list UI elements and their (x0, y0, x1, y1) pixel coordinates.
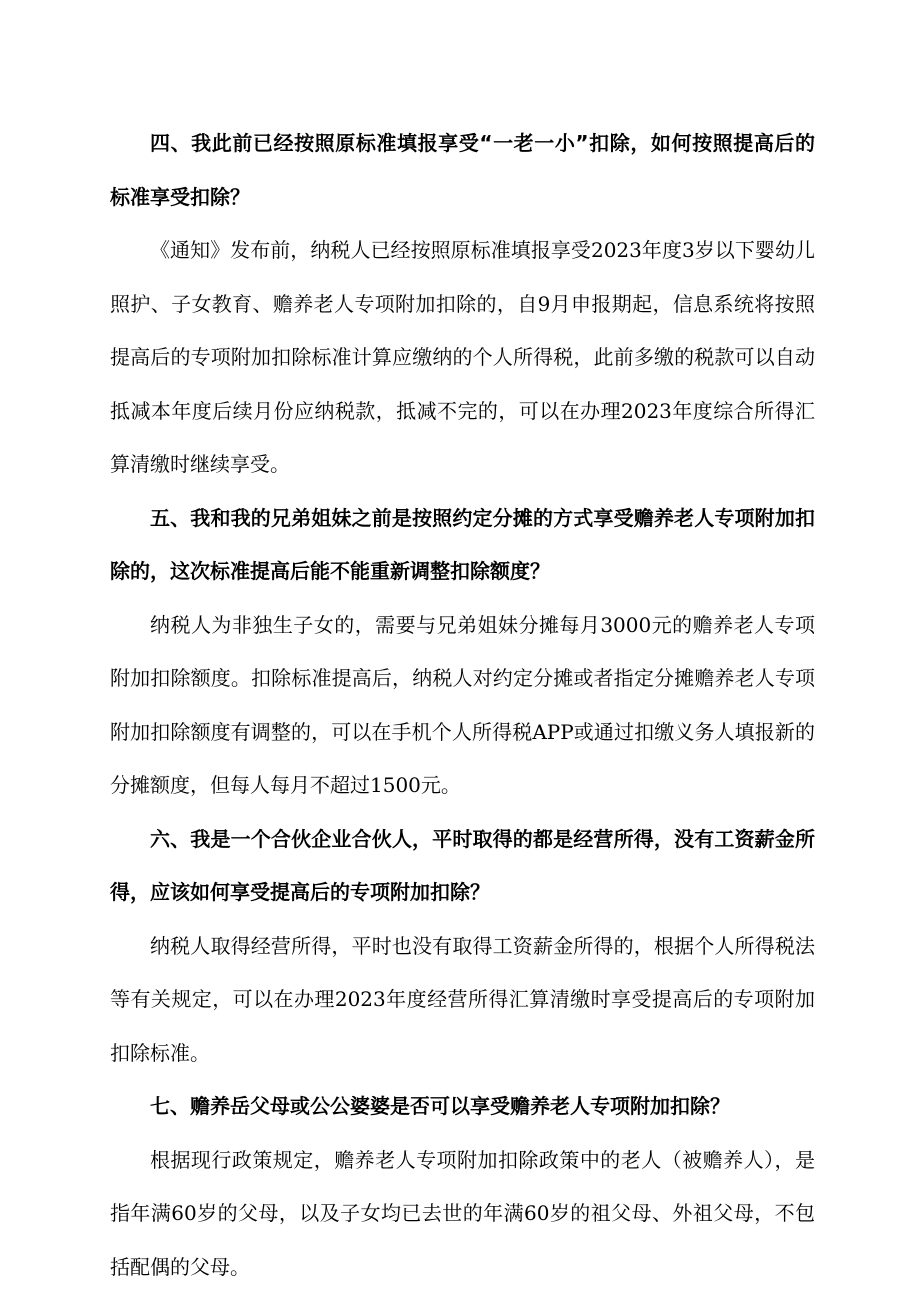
question-heading-7: 七、赡养岳父母或公公婆婆是否可以享受赡养老人专项附加扣除？ (150, 1094, 730, 1118)
answer-paragraph-6: 纳税人取得经营所得，平时也没有取得工资薪金所得的，根据个人所得税法等有关规定，可以在办理2023年度经营所得汇算清缴时享受提高后的专项附加扣除标准。 (110, 933, 815, 1065)
question-heading-4: 四、我此前已经按照原标准填报享受“一老一小”扣除，如何按照提高后的标准享受扣除？ (110, 131, 815, 209)
question-heading-5: 五、我和我的兄弟姐妹之前是按照约定分摊的方式享受赡养老人专项附加扣除的，这次标准提高后能不能重新调整扣除额度？ (110, 505, 815, 583)
answer-paragraph-7: 根据现行政策规定，赡养老人专项附加扣除政策中的老人（被赡养人），是指年满60岁的父母，以及子女均已去世的年满60岁的祖父母、外祖父母，不包括配偶的父母。 (110, 1147, 815, 1279)
question-heading-6: 六、我是一个合伙企业合伙人，平时取得的都是经营所得，没有工资薪金所得，应该如何享受提高后的专项附加扣除？ (110, 826, 815, 904)
answer-paragraph-5: 纳税人为非独生子女的，需要与兄弟姐妹分摊每月3000元的赡养老人专项附加扣除额度。扣除标准提高后，纳税人对约定分摊或者指定分摊赡养老人专项附加扣除额度有调整的，可以在手机个人所得税APP或通过扣缴义务人填报新的分摊额度，但每人每月不超过1500元。 (110, 612, 815, 797)
document-body (110, 117, 815, 1294)
answer-paragraph-4: 《通知》发布前，纳税人已经按照原标准填报享受2023年度3岁以下婴幼儿照护、子女教育、赡养老人专项附加扣除的，自9月申报期起，信息系统将按照提高后的专项附加扣除标准计算应缴纳的个人所得税，此前多缴的税款可以自动抵减本年度后续月份应纳税款，抵减不完的，可以在办理2023年度综合所得汇算清缴时继续享受。 (110, 238, 815, 476)
